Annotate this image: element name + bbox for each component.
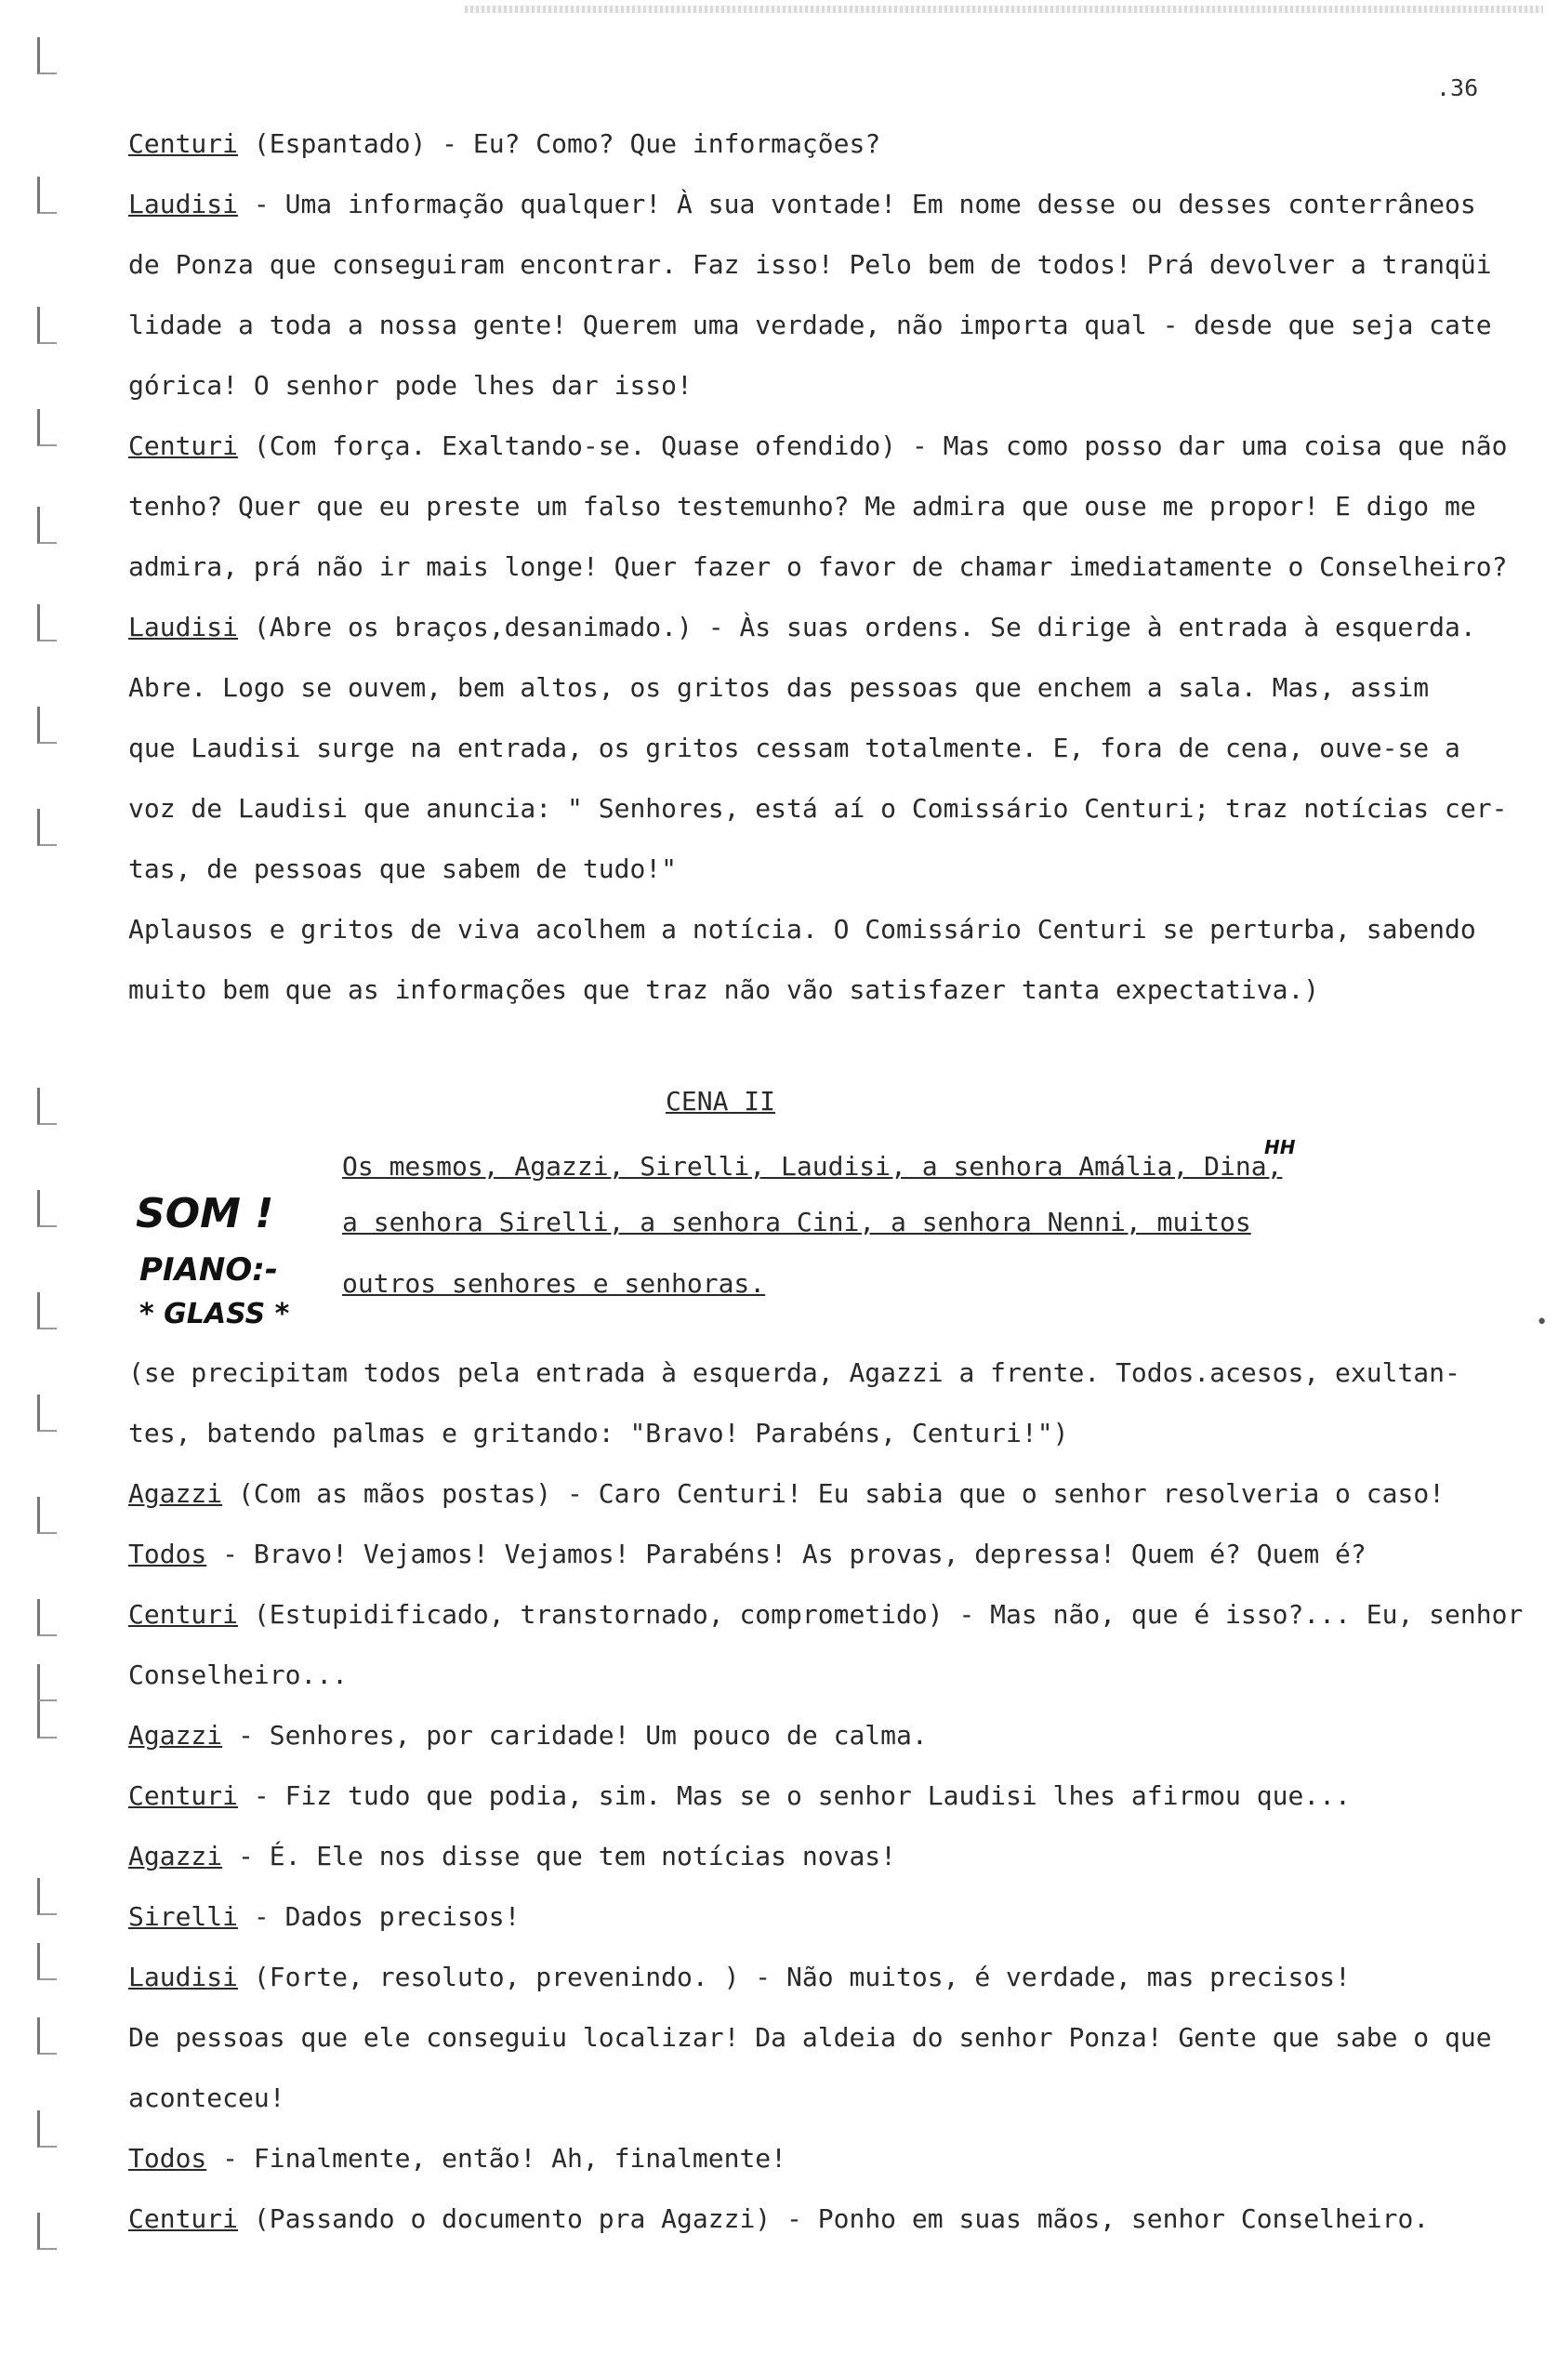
text-line bbox=[128, 974, 1319, 1006]
line-text: Aplausos e gritos de viva acolhem a notícia. O Comissário Centuri se perturba, sabendo bbox=[128, 914, 1476, 945]
line-text: De pessoas que ele conseguiu localizar! Da aldeia do senhor Ponza! Gente que sabe o que bbox=[128, 2022, 1492, 2053]
text-line bbox=[128, 1539, 1367, 1570]
speaker-name: Centuri bbox=[128, 430, 239, 461]
line-text: (Espantado) - Eu? Como? Que informações? bbox=[238, 128, 881, 159]
line-text: lidade a toda a nossa gente! Querem uma verdade, não importa qual - desde que seja cate bbox=[128, 310, 1492, 340]
text-line bbox=[128, 853, 677, 885]
line-text: (Passando o documento pra Agazzi) - Ponho em suas mãos, senhor Conselheiro. bbox=[238, 2203, 1430, 2234]
line-text: - Fiz tudo que podia, sim. Mas se o senhor Laudisi lhes afirmou que... bbox=[238, 1780, 1351, 1811]
speaker-name: Agazzi bbox=[128, 1720, 223, 1751]
text-line bbox=[128, 612, 1476, 643]
text-line bbox=[128, 1962, 1351, 1993]
text-line bbox=[128, 1780, 1351, 1812]
text-line bbox=[128, 249, 1492, 281]
text-line bbox=[128, 128, 880, 160]
speaker-name: Laudisi bbox=[128, 189, 239, 219]
text-line bbox=[128, 793, 1507, 825]
line-text: górica! O senhor pode lhes dar isso! bbox=[128, 370, 693, 401]
scan-artifact bbox=[465, 6, 1543, 13]
line-text: - Senhores, por caridade! Um pouco de calma. bbox=[222, 1720, 928, 1751]
speaker-name: Agazzi bbox=[128, 1841, 223, 1871]
line-text: - É. Ele nos disse que tem notícias novas! bbox=[222, 1841, 897, 1871]
speaker-name: Centuri bbox=[128, 1599, 239, 1630]
line-text: que Laudisi surge na entrada, os gritos cessam totalmente. E, fora de cena, ouve-se a bbox=[128, 733, 1460, 763]
line-text: muito bem que as informações que traz não vão satisfazer tanta expectativa.) bbox=[128, 974, 1320, 1005]
line-text: Conselheiro... bbox=[128, 1659, 349, 1690]
speaker-name: Todos bbox=[128, 1539, 207, 1569]
line-text: - Dados precisos! bbox=[238, 1901, 521, 1932]
line-text: (Com as mãos postas) - Caro Centuri! Eu sabia que o senhor resolveria o caso! bbox=[222, 1478, 1446, 1509]
speaker-name: Sirelli bbox=[128, 1901, 239, 1932]
line-text: tes, batendo palmas e gritando: "Bravo! Parabéns, Centuri!") bbox=[128, 1418, 1069, 1448]
handwritten-corner-mark: HH bbox=[1264, 1136, 1296, 1158]
text-line bbox=[128, 370, 693, 402]
text-line bbox=[128, 2143, 786, 2175]
scene-title: CENA II bbox=[666, 1086, 776, 1117]
text-line bbox=[128, 189, 1476, 220]
text-line bbox=[128, 672, 1429, 704]
text-line bbox=[128, 491, 1476, 522]
text-line bbox=[128, 310, 1492, 341]
line-text: (Estupidificado, transtornado, comprometido) - Mas não, que é isso?... Eu, senhor bbox=[238, 1599, 1524, 1630]
handwritten-note-glass: * GLASS * bbox=[139, 1298, 290, 1330]
cast-line-3: outros senhores e senhoras. bbox=[342, 1268, 766, 1299]
text-line bbox=[128, 733, 1460, 764]
text-line bbox=[128, 1659, 348, 1691]
text-line bbox=[128, 1418, 1068, 1449]
text-line bbox=[128, 551, 1507, 583]
page-number: .36 bbox=[1436, 74, 1479, 101]
text-line bbox=[128, 430, 1507, 462]
text-line bbox=[128, 914, 1476, 945]
edge-dot: • bbox=[1536, 1311, 1549, 1334]
speaker-name: Centuri bbox=[128, 2203, 239, 2234]
binding-margin bbox=[37, 0, 65, 2380]
text-line bbox=[128, 1357, 1460, 1389]
line-text: (Abre os braços,desanimado.) - Às suas ordens. Se dirige à entrada à esquerda. bbox=[238, 612, 1476, 642]
text-line bbox=[128, 2203, 1429, 2235]
speaker-name: Laudisi bbox=[128, 1962, 239, 1992]
line-text: de Ponza que conseguiram encontrar. Faz isso! Pelo bem de todos! Prá devolver a tranqüi bbox=[128, 249, 1492, 280]
handwritten-note-som: SOM ! bbox=[136, 1190, 274, 1237]
handwritten-note-piano: PIANO:- bbox=[139, 1251, 278, 1289]
line-text: - Bravo! Vejamos! Vejamos! Parabéns! As provas, depressa! Quem é? Quem é? bbox=[206, 1539, 1367, 1569]
speaker-name: Agazzi bbox=[128, 1478, 223, 1509]
line-text: aconteceu! bbox=[128, 2082, 285, 2113]
text-line bbox=[128, 1478, 1445, 1510]
text-line bbox=[128, 1599, 1523, 1631]
line-text: (Com força. Exaltando-se. Quase ofendido) - Mas como posso dar uma coisa que não bbox=[238, 430, 1508, 461]
speaker-name: Laudisi bbox=[128, 612, 239, 642]
line-text: voz de Laudisi que anuncia: " Senhores, está aí o Comissário Centuri; traz notícias cer- bbox=[128, 793, 1508, 824]
line-text: tenho? Quer que eu preste um falso testemunho? Me admira que ouse me propor! E digo me bbox=[128, 491, 1476, 522]
line-text: - Uma informação qualquer! À sua vontade! Em nome desse ou desses conterrâneos bbox=[238, 189, 1476, 219]
line-text: (Forte, resoluto, prevenindo. ) - Não muitos, é verdade, mas precisos! bbox=[238, 1962, 1351, 1992]
cast-line-2: a senhora Sirelli, a senhora Cini, a senhora Nenni, muitos bbox=[342, 1207, 1251, 1237]
line-text: Abre. Logo se ouvem, bem altos, os gritos das pessoas que enchem a sala. Mas, assim bbox=[128, 672, 1430, 703]
text-line bbox=[128, 2082, 285, 2114]
text-line bbox=[128, 1720, 928, 1752]
line-text: admira, prá não ir mais longe! Quer fazer o favor de chamar imediatamente o Conselheiro? bbox=[128, 551, 1508, 582]
text-line bbox=[128, 2022, 1492, 2054]
text-line bbox=[128, 1841, 896, 1872]
line-text: tas, de pessoas que sabem de tudo!" bbox=[128, 853, 678, 884]
line-text: (se precipitam todos pela entrada à esquerda, Agazzi a frente. Todos.acesos, exultan- bbox=[128, 1357, 1460, 1388]
line-text: - Finalmente, então! Ah, finalmente! bbox=[206, 2143, 787, 2174]
text-line bbox=[128, 1901, 520, 1933]
cast-line-1: Os mesmos, Agazzi, Sirelli, Laudisi, a senhora Amália, Dina, bbox=[342, 1151, 1283, 1182]
speaker-name: Centuri bbox=[128, 128, 239, 159]
speaker-name: Todos bbox=[128, 2143, 207, 2174]
speaker-name: Centuri bbox=[128, 1780, 239, 1811]
